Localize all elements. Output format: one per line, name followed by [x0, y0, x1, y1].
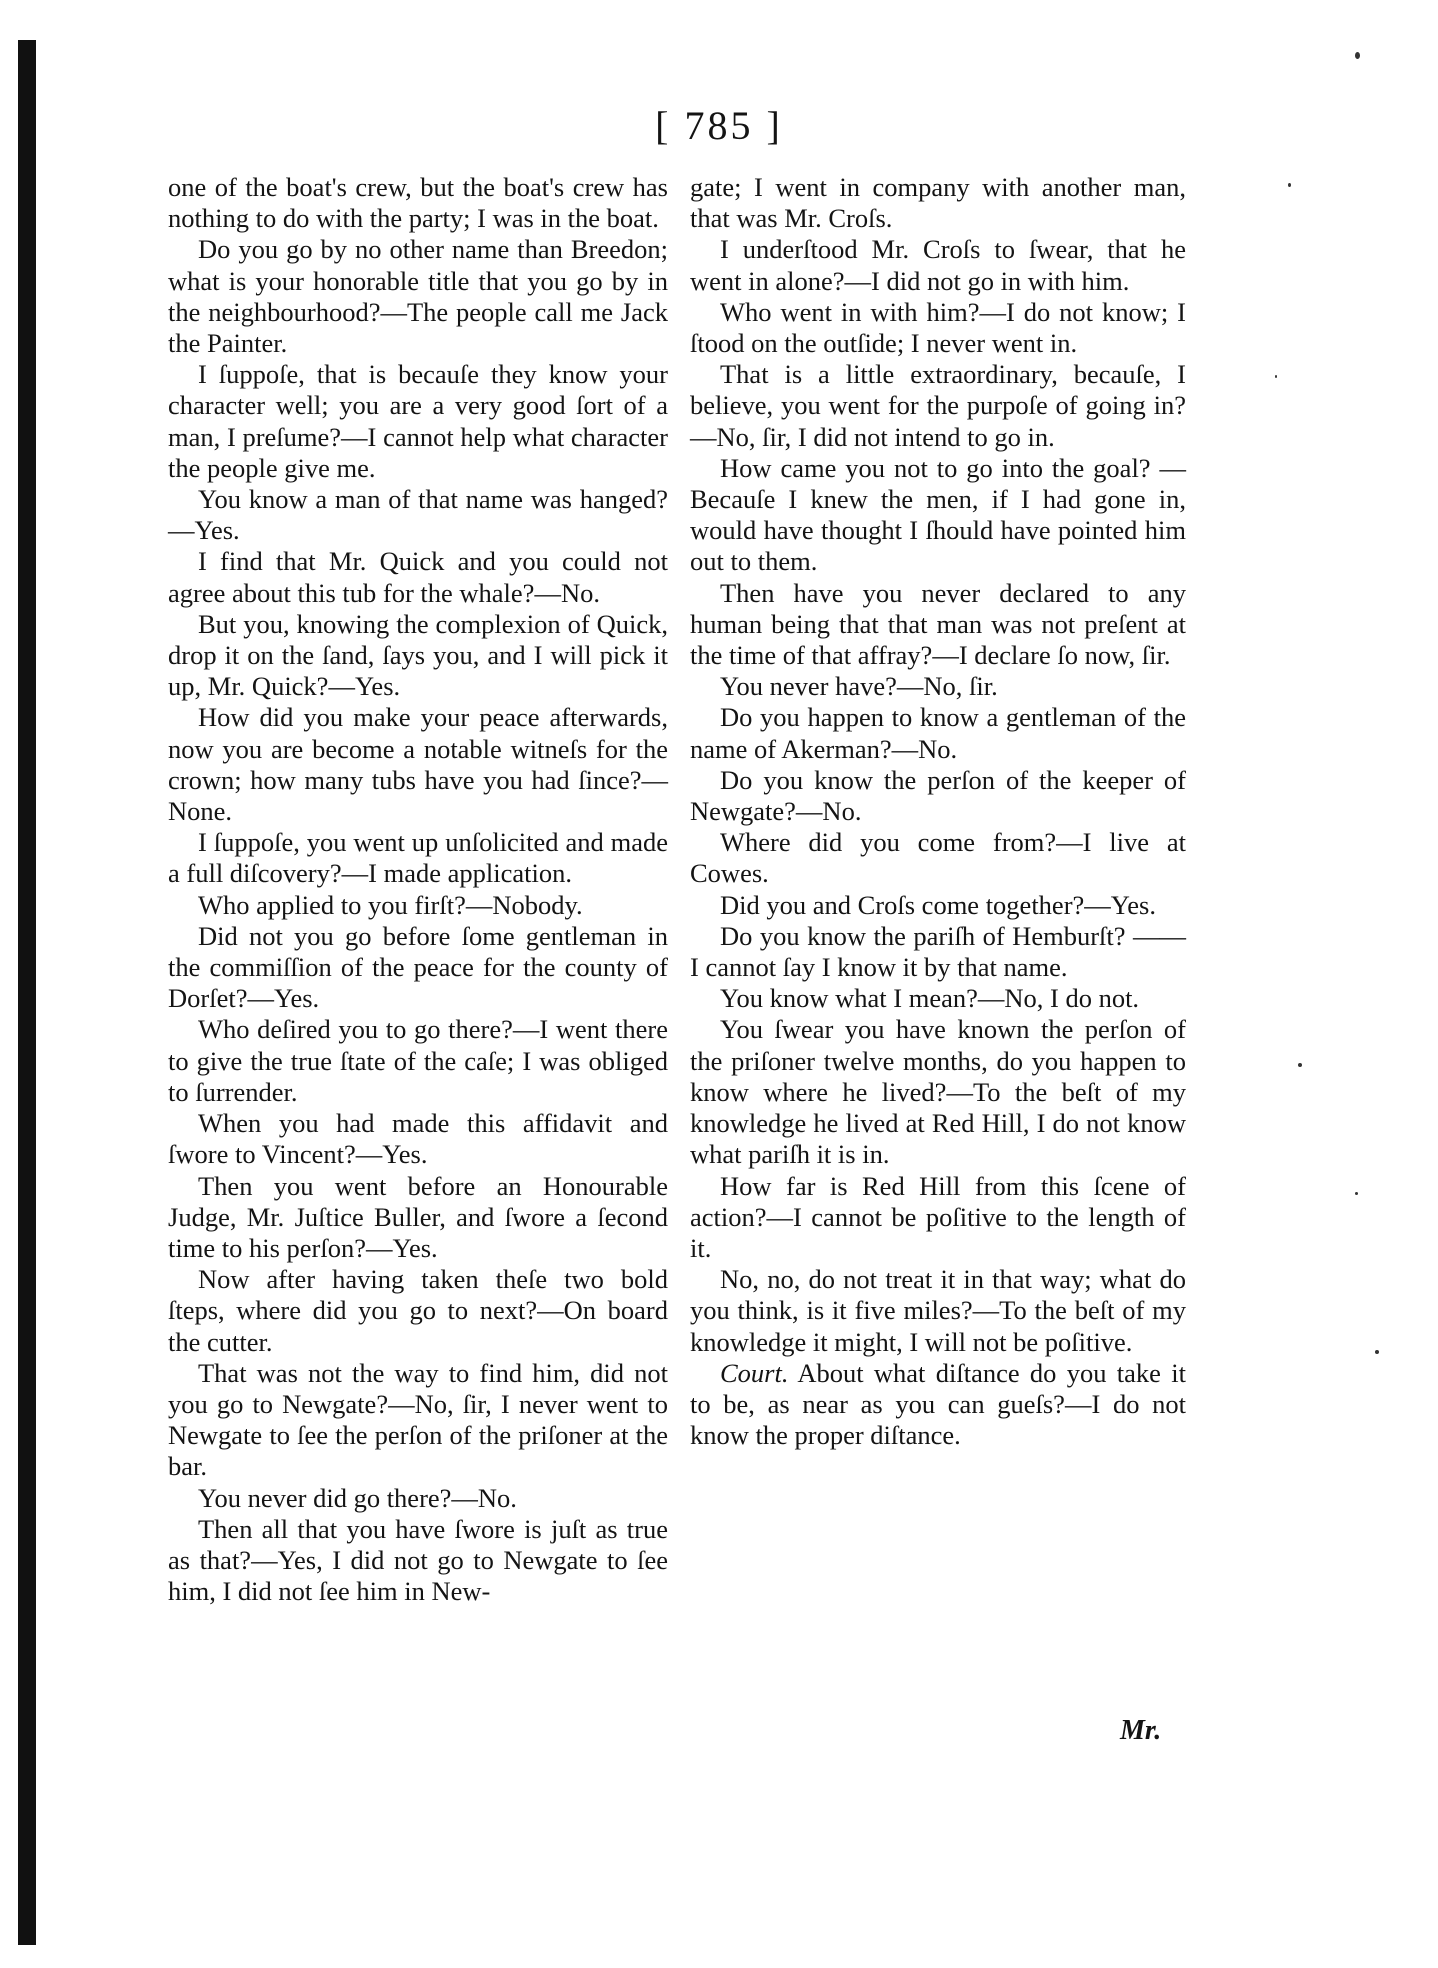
paragraph: Did not you go before ſome gentleman in the commiſſion of the peace for the county of Dorſet?—Yes. — [168, 920, 668, 1014]
paragraph: When you had made this affidavit and ſwore to Vincent?—Yes. — [168, 1108, 668, 1170]
paragraph: Do you go by no other name than Breedon; what is your honorable title that you go by in the neighbourhood?—The people call me Jack the Painter. — [168, 234, 668, 359]
scan-speck — [1375, 1350, 1379, 1354]
paragraph: I ſuppoſe, that is becauſe they know your character well; you are a very good ſort of a man, I preſume?—I cannot help what character the people give me. — [168, 359, 668, 483]
paragraph: I underſtood Mr. Croſs to ſwear, that he went in alone?—I did not go in with him. — [690, 234, 1186, 296]
scan-speck — [1355, 1192, 1358, 1195]
paragraph: I find that Mr. Quick and you could not agree about this tub for the whale?—No. — [168, 546, 668, 608]
catchword: Mr. — [1120, 1715, 1162, 1746]
paragraph: You never have?—No, ſir. — [720, 671, 998, 702]
paragraph: Do you know the pariſh of Hemburſt? ——I cannot ſay I know it by that name. — [690, 920, 1186, 983]
paragraph: gate; I went in company with another man, that was Mr. Croſs. — [690, 172, 1186, 234]
paragraph: That was not the way to find him, did not you go to Newgate?—No, ſir, I never went to Newgate to ſee the perſon of the priſoner at the bar. — [168, 1357, 668, 1482]
paragraph: How came you not to go into the goal? —Becauſe I knew the men, if I had gone in, would have thought I ſhould have pointed him out to them. — [690, 452, 1186, 577]
paragraph: But you, knowing the complexion of Quick, drop it on the ſand, ſays you, and I will pick it up, Mr. Quick?—Yes. — [168, 608, 668, 702]
paragraph: Then have you never declared to any human being that that man was not preſent at the time of that affray?—I declare ſo now, ſir. — [690, 577, 1186, 671]
paragraph: No, no, do not treat it in that way; what do you think, is it five miles?—To the beſt of my knowledge it might, I will not be poſitive. — [690, 1264, 1186, 1357]
paragraph: Do you know the perſon of the keeper of Newgate?—No. — [690, 764, 1186, 827]
paragraph: Who went in with him?—I do not know; I ſtood on the outſide; I never went in. — [690, 296, 1186, 359]
paragraph: You ſwear you have known the perſon of the priſoner twelve months, do you happen to know where he lived?—To the beſt of my knowledge he lived at Red Hill, I do not know what pariſh it is in. — [690, 1014, 1186, 1170]
paragraph: Then you went before an Honourable Judge, Mr. Juſtice Buller, and ſwore a ſecond time to his perſon?—Yes. — [168, 1170, 668, 1263]
court-text: About what diſtance do you take it to be, as near as you can gueſs?—I do not know the proper diſtance. — [690, 1357, 1186, 1451]
paragraph: Who deſired you to go there?—I went there to give the true ſtate of the caſe; I was obliged to ſurrender. — [168, 1014, 668, 1107]
page-number: [ 785 ] — [655, 103, 783, 148]
court-speaker: Court. — [720, 1357, 789, 1388]
paragraph: Who applied to you firſt?—Nobody. — [198, 889, 583, 920]
paragraph: You never did go there?—No. — [198, 1482, 517, 1513]
scan-speck — [1288, 183, 1291, 187]
court-paragraph — [690, 1358, 1186, 1452]
paragraph: You know a man of that name was hanged?—Yes. — [168, 484, 668, 546]
paragraph: one of the boat's crew, but the boat's crew has nothing to do with the party; I was in the boat. — [168, 172, 668, 234]
paragraph: How far is Red Hill from this ſcene of action?—I cannot be poſitive to the length of it. — [690, 1170, 1186, 1263]
page-binding-edge — [18, 40, 36, 1945]
scan-speck — [1275, 375, 1277, 378]
paragraph: Now after having taken theſe two bold ſteps, where did you go to next?—On board the cutter. — [168, 1264, 668, 1357]
paragraph: Did you and Croſs come together?—Yes. — [720, 889, 1156, 920]
right-column — [690, 172, 1186, 1451]
paragraph: That is a little extraordinary, becauſe, I believe, you went for the purpoſe of going in?—No, ſir, I did not intend to go in. — [690, 359, 1186, 452]
paragraph: I ſuppoſe, you went up unſolicited and made a full diſcovery?—I made application. — [168, 827, 668, 889]
scan-speck — [1298, 1063, 1302, 1067]
paragraph: How did you make your peace afterwards, now you are become a notable witneſs for the crown; how many tubs have you had ſince?—None. — [168, 702, 668, 827]
paragraph: Then all that you have ſwore is juſt as true as that?—Yes, I did not go to Newgate to ſee him, I did not ſee him in New- — [168, 1513, 668, 1607]
paragraph: Where did you come from?—I live at Cowes. — [690, 827, 1186, 889]
paragraph: You know what I mean?—No, I do not. — [720, 983, 1140, 1014]
left-column — [168, 172, 668, 1607]
scan-speck — [1355, 52, 1360, 59]
paragraph: Do you happen to know a gentleman of the name of Akerman?—No. — [690, 702, 1186, 764]
